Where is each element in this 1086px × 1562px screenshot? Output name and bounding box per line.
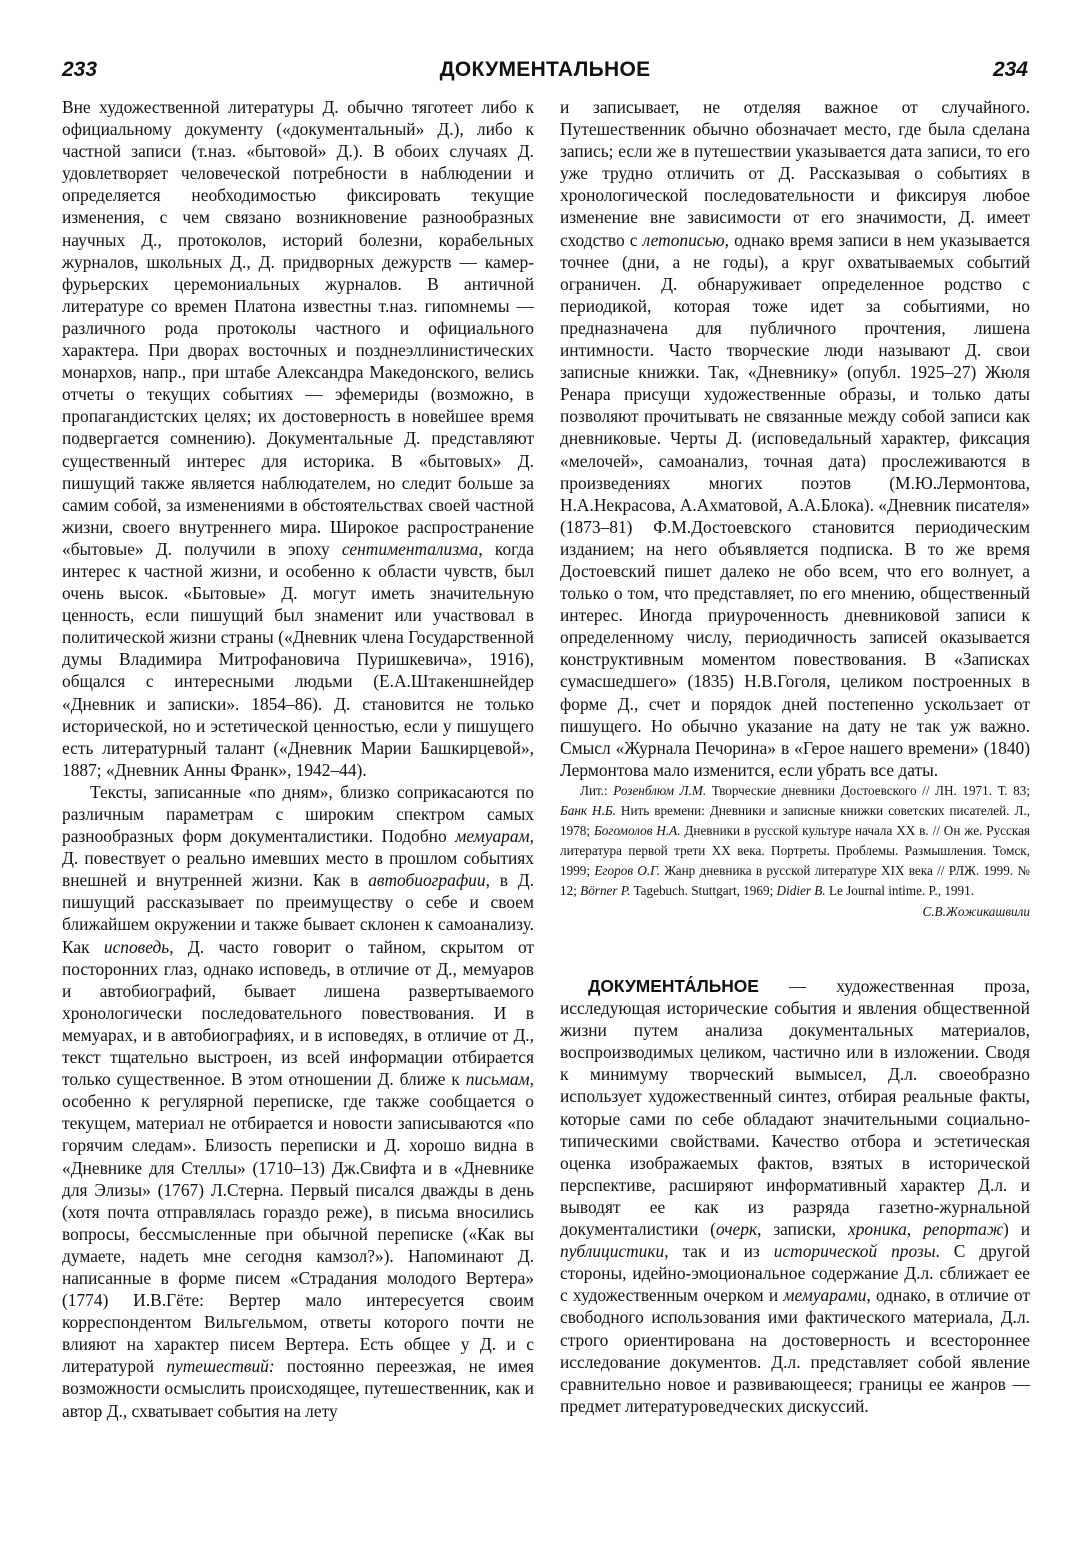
left-column — [62, 96, 534, 1422]
running-head — [62, 58, 1028, 86]
page-number-right: 234 — [992, 58, 1028, 81]
entry-headword: ДОКУМЕНТА́ЛЬНОЕ — [588, 976, 759, 996]
entry-paragraph: ДОКУМЕНТА́ЛЬНОЕ — художественная проза, исследующая исторические события и явления общественной жизни путем анализа документальных материалов, воспроизводимых целиком, частично или в изложении. Сводя к минимуму творческий вымысел, Д.л. своеобразно использует художественный синтез, отбирая реальные факты, которые сами по себе обладают значительными социально-типическими свойствами. Качество отбора и эстетическая оценка изображаемых фактов, взятых в исторической перспективе, расширяют информативный характер Д.л. и выводят ее как из разряда газетно-журнальной документалистики (очерк, записки, хроника, репортаж) и публицистики, так и из исторической прозы. С другой стороны, идейно-эмоциональное содержание Д.л. сближает ее с художественным очерком и мемуарами, однако, в отличие от свободного использования ими фактического материала, Д.л. строго ориентирована на достоверность и всестороннее исследование документов. Д.л. представляет собой явление сравнительно новое и развивающееся; границы ее жанров — предмет литературоведческих дискуссий. — [560, 976, 1031, 1416]
paragraph: и записывает, не отделяя важное от случайного. Путешественник обычно обозначает место, где была сделана запись; если же в путешествии указывается дата записи, то его уже трудно отличить от Д. Рассказывая о событиях в хронологической последовательности и фиксируя любое изменение вне зависимости от его значимости, Д. имеет сходство с летописью, однако время записи в нем указывается точнее (дни, а не годы), а круг охватываемых событий ограничен. Д. обнаруживает определенное родство с периодикой, которая тоже идет за событиями, но предназначена для публичного прочтения, лишена интимности. Часто творческие люди называют Д. свои записные книжки. Так, «Дневнику» (опубл. 1925–27) Жюля Ренара присущи художественные образы, и только даты позволяют прочитывать не связанные между собой записи как дневниковые. Черты Д. (исповедальный характер, фиксация «мелочей», самоанализ, точная дата) прослеживаются в произведениях многих поэтов (М.Ю.Лермонтова, Н.А.Некрасова, А.Ахматовой, А.А.Блока). «Дневник писателя» (1873–81) Ф.М.Достоевского становится периодическим изданием; на него объявляется подписка. В то же время Достоевский пишет далеко не обо всем, что его волнует, а только о том, что представляет, по его мнению, общественный интерес. Иногда приуроченность дневниковой записи к определенному числу, периодичность записей оказывается конструктивным моментом повествования. В «Записках сумасшедшего» (1835) Н.В.Гоголя, целиком построенных в форме Д., счет и порядок дней постепенно ускользает от пишущего. Но обычно указание на дату не так уж важно. Смысл «Журнала Печорина» в «Герое нашего времени» (1840) Лермонтова мало изменится, если убрать все даты. — [560, 97, 1030, 780]
bibliography: Лит.: Розенблюм Л.М. Творческие дневники Достоевского // ЛН. 1971. Т. 83; Банк Н.Б. Нить времени: Дневники и записные книжки советских писателей. Л., 1978; Богомолов Н.А. Дневники в русской культуре начала XX в. // Он же. Русская литература первой трети XX века. Портреты. Проблемы. Размышления. Томск, 1999; Егоров О.Г. Жанр дневника в русской литературе XIX века // РЛЖ. 1999. № 12; Börner P. Tagebuch. Stuttgart, 1969; Didier B. Le Journal intime. P., 1991. — [560, 782, 1031, 898]
right-column — [560, 96, 1030, 1417]
paragraph: Вне художественной литературы Д. обычно тяготеет либо к официальному документу («документальный» Д.), либо к частной записи (т.наз. «бытовой» Д.). В обоих случаях Д. удовлетворяет человеческой потребности в наблюдении и определяется необходимостью фиксировать текущие изменения, с чем связано возникновение разнообразных научных Д., протоколов, историй болезни, корабельных журналов, школьных Д., Д. придворных дежурств — камер-фурьерских церемониальных журналов. В античной литературе со времен Платона известны т.наз. гипомнемы — различного рода протоколы частного и официального характера. При дворах восточных и позднеэллинистических монархов, напр., при штабе Александра Македонского, велись отчеты о текущих событиях — эфемериды (возможно, в пропагандистских целях; их достоверность в новейшее время подвергается сомнению). Документальные Д. представляют существенный интерес для историка. В «бытовых» Д. пишущий также является наблюдателем, но следит больше за самим собой, за изменениями в обстоятельствах своей частной жизни, своего внутреннего мира. Широкое распространение «бытовые» Д. получили в эпоху сентиментализма, когда интерес к частной жизни, и особенно к области чувств, был очень высок. «Бытовые» Д. могут иметь значительную ценность, если пишущий был знаменит или участвовал в политической жизни страны («Дневник члена Государственной думы Владимира Митрофановича Пуришкевича», 1916), общался с интересными людьми (Е.А.Штакеншнейдер «Дневник и записки». 1854–86). Д. становится не только исторической, но и эстетической ценностью, если у пишущего есть литературный талант («Дневник Марии Башкирцевой», 1887; «Дневник Анны Франк», 1942–44). — [62, 97, 534, 780]
running-title: ДОКУМЕНТАЛЬНОЕ — [439, 58, 651, 81]
article-author: С.В.Жожикашвили — [922, 903, 1030, 919]
paragraph: Тексты, записанные «по дням», близко соприкасаются по различным параметрам с широким спектром самых разнообразных форм документалистики. Подобно мемуарам, Д. повествует о реально имевших место в прошлом событиях внешней и внутренней жизни. Как в автобиографии, в Д. пишущий рассказывает по преимуществу о себе и своем ближайшем окружении и также бывает склонен к самоанализу. Как исповедь, Д. часто говорит о тайном, скрытом от посторонних глаз, однако исповедь, в отличие от Д., мемуаров и автобиографий, бывает лишена развертываемого хронологически последовательного повествования. И в мемуарах, и в автобиографиях, и в исповедях, в отличие от Д., текст тщательно выстроен, из всей информации отбирается только существенное. В этом отношении Д. ближе к письмам, особенно к регулярной переписке, где также сообщается о текущем, материал не отбирается и новости записываются «по горячим следам». Близость переписки и Д. хорошо видна в «Дневнике для Стеллы» (1710–13) Дж.Свифта и в «Дневнике для Элизы» (1767) Л.Стерна. Первый писался дважды в день (хотя почта отправлялась гораздо реже), в письма вносились вопросы, бессмысленные при обычной переписке («Как вы думаете, надеть мне сегодня камзол?»). Напоминают Д. написанные в форме писем «Страдания молодого Вертера» (1774) И.В.Гёте: Вертер мало интересуется своим корреспондентом Вильгельмом, ответы которого почти не влияют на характер писем Вертера. Есть общее у Д. и с литературой путешествий: постоянно переезжая, не имея возможности осмыслить происходящее, путешественник, как и автор Д., схватывает события на лету — [62, 781, 535, 1421]
page-number-left: 233 — [62, 58, 98, 81]
